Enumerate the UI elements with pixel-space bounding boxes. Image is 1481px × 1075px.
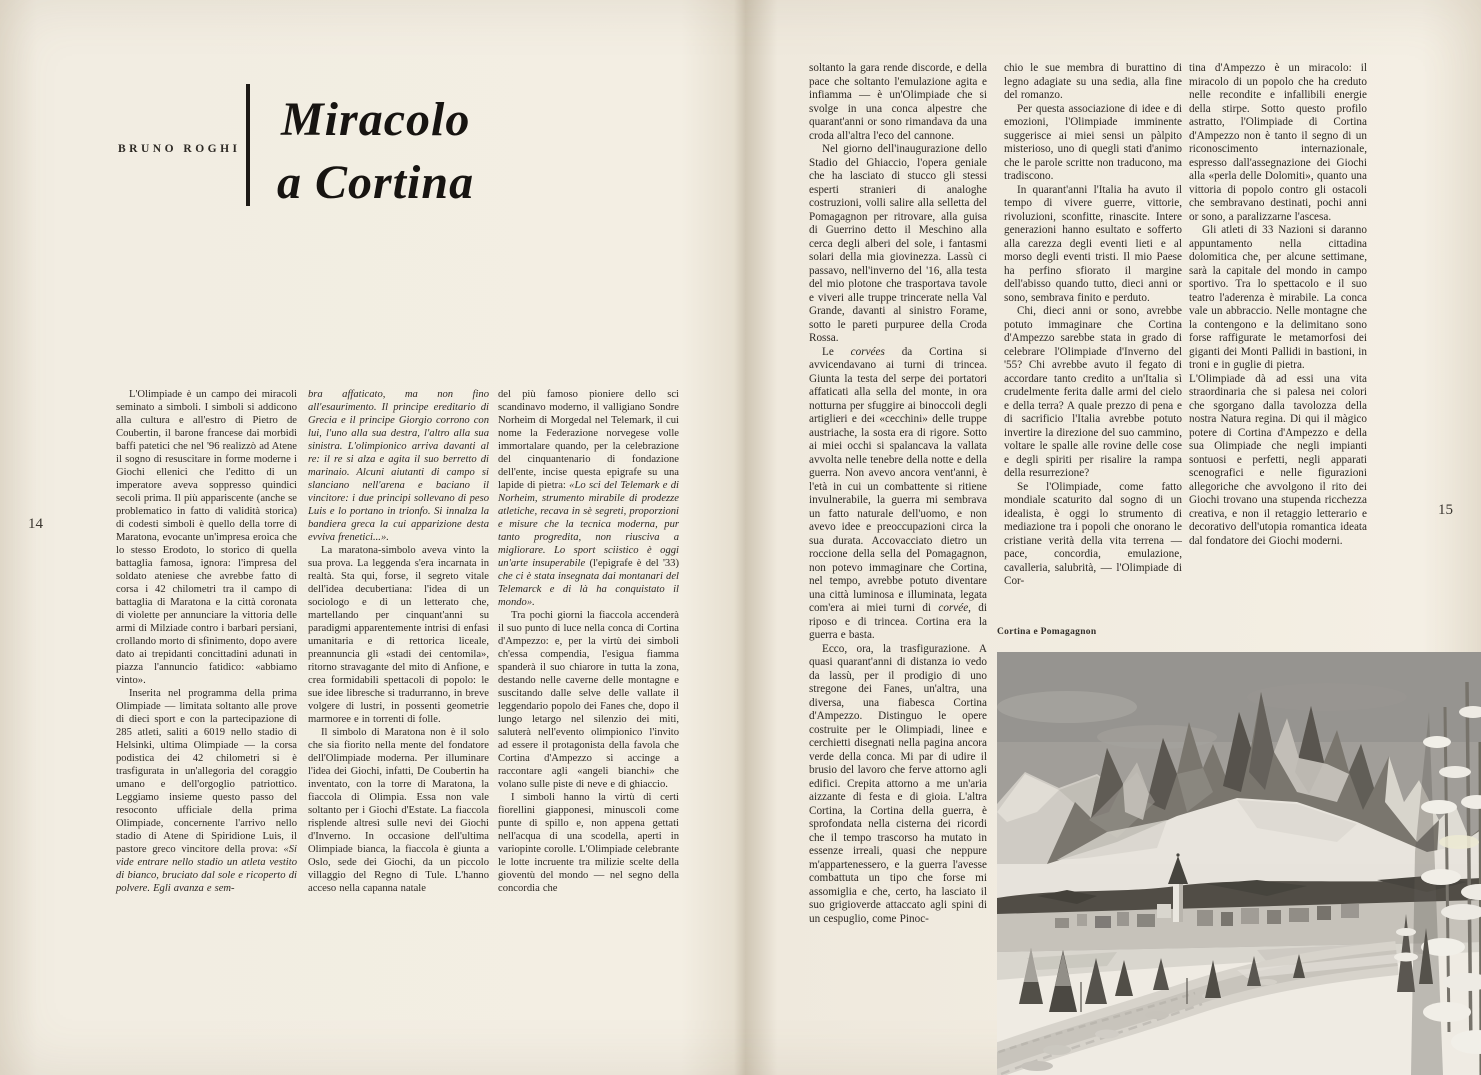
photo-print-tint [997,652,1481,1075]
title-line-2: a Cortina [277,156,475,209]
article-column-5 [1004,62,1182,589]
page-number-left: 14 [28,516,43,532]
text-segment: Tra pochi giorni la fiaccola accenderà il suo punto di luce nella conca di Cortina d'Ampezzo: e, per la virtù dei simboli ch'essa compendia, l'esigua fiamma spanderà il suo chiarore in tutta la zona, destando nelle caverne delle montagne e suscitando dalle selve delle vallate il leggendario popolo dei Fanes che, dopo il lungo letargo nel silenzio dei miti, saluterà nell'evento olimpionico l'invito ad essere il protagonista della favola che Cortina d'Ampezzo si accinge a raccontare agli «angeli bianchi» che volano sulle piste di neve e di ghiaccio. [498,610,679,790]
text-segment: Per questa associazione di idee e di emozioni, l'Olimpiade imminente suggerisce ai miei sensi un pàlpito misterioso, uno di quegli stati d'animo che le parole scritte non traducono, ma tradiscono. [1004,102,1182,182]
article-column-2 [308,388,489,895]
paragraph [116,687,297,895]
title-line-1: Miracolo [281,93,471,146]
photo-caption: Cortina e Pomagagnon [997,627,1097,637]
text-segment: Il simbolo di Maratona non è il solo che sia fiorito nella mente del fondatore dell'Olimpiade moderna. Per illuminare l'idea dei Giochi, infatti, De Coubertin ha inventato, con la torre di Maratona, la fiaccola di Olimpia. Essa non vale soltanto per i Giochi d'Estate. La fiaccola risplende altresì sulle nevi dei Giochi d'Inverno. In occasione dell'ultima Olimpiade bianca, la fiaccola è giunta a Oslo, sede dei Giochi, da un piccolo villaggio del Regno di Tule. L'hanno acceso nella capanna natale [308,727,489,894]
text-segment: , di riposo e di trincea. Cortina era la guerra e basta. [809,602,987,641]
paragraph [1004,62,1182,103]
text-segment: tina d'Ampezzo è un miracolo: il miracolo di un popolo che ha creduto nelle recondite e infallibili energie della stirpe. Sotto questo profilo astratto, l'Olimpiade di Cortina d'Ampezzo non è tanto il segno di un riconoscimento internazionale, espresso dall'assegnazione dei Giochi alla «perla delle Dolomiti», quanto una vittoria di popolo contro gli ostacoli che sembravano destinati, pochi anni or sono, a paralizzarne l'ascesa. [1189,62,1367,223]
article-title [277,88,701,214]
paragraph [1004,103,1182,184]
paragraph [1189,224,1367,373]
text-segment: L'Olimpiade è un campo dei miracoli seminato a simboli. I simboli si addicono alla cultura e all'estro di Pietro de Coubertin, il barone francese dai morbidi baffi patetici che nel '96 realizzò ad Atene il sogno di resuscitare in forme moderne i Giochi ellenici che l'editto di un imperatore aveva soppresso quindici secoli prima. Il più appariscente (anche se problematico in fatto di validità storica) di codesti simboli è quello della torre di Maratona, evocante un'impresa eroica che lo stesso Erodoto, lo storico di quella battaglia famosa, ignora: l'impresa del soldato ateniese che avrebbe fatto di corsa i 42 chilometri tra il campo di battaglia di Maratona e la città coronata di violette per annunciare la vittoria delle armi di Milziade contro i barbari persiani, crollando morto di sfinimento, dopo avere dato ai trepidanti concittadini adunati in piazza l'annuncio fatidico: «abbiamo vinto». [116,389,297,686]
paragraph [1004,481,1182,589]
page-number-right: 15 [1438,502,1453,518]
paragraph [498,609,679,791]
paragraph [809,643,987,927]
text-segment: Se l'Olimpiade, come fatto mondiale scaturito dal sogno di un idealista, è oggi lo strumento di mediazione tra i popoli che onorano le cristiane verità della vita terrena — pace, concordia, emulazione, cavalleria, salubrità, — l'Olimpiade di Cor- [1004,480,1182,587]
paragraph [498,388,679,609]
article-column-1 [116,388,297,895]
text-segment: Nel giorno dell'inaugurazione dello Stadio del Ghiaccio, l'opera geniale che ha lasciato di stucco gli stessi esperti stranieri di analoghe costruzioni, volli salire alla selletta del Pomagagnon per ritrovare, alla guisa di Guerrino detto il Meschino alla cerca degli alberi del sole, i fantasmi solari della mia giovinezza. Lassù ci passavo, nell'inverno del '16, alla testa del mio plotone che trasportava tavole e viveri alle truppe trincerate nella Val Grande, davanti al sinistro Forame, sotto le pareti purpuree della Croda Rossa. [809,143,987,344]
text-segment: La maratona-simbolo aveva vinto la sua prova. La leggenda s'era incarnata in realtà. Sta qui, forse, il segreto vitale dell'idea decubertiana: l'idea di un sociologo e di un letterato che, martellando per cinquant'anni su paradigmi apparentemente intrisi di enfasi umanitaria e di rettorica liceale, preannuncia gli «stadi dei centomila», ritorno stravagante del mito di Anfione, e crea formidabili spettacoli di popolo: le sue idee libresche si tradurranno, in breve volgere di lustri, in possenti geometrie marmoree e in torrenti di folle. [308,545,489,725]
paragraph [308,388,489,544]
text-segment: In quarant'anni l'Italia ha avuto il tempo di vivere guerre, vittorie, rivoluzioni, sconfitte, rinascite. Intere generazioni hanno esultato e sofferto alla carezza degli eventi lieti e al morso degli eventi tristi. Il mio Paese ha perfino sfiorato il margine dell'abisso quando tutto, dieci anni or sono, sembrava finito e perduto. [1004,183,1182,304]
paragraph [1189,373,1367,549]
paragraph [1004,184,1182,306]
article-column-3 [498,388,679,895]
text-segment: corvées [850,345,885,358]
right-page [745,0,1481,1075]
text-segment: bra affaticato, ma non fino all'esaurimento. Il principe ereditario di Grecia e il principe Giorgio corrono con lui, l'uno alla sua destra, l'altro alla sua sinistra. L'olimpionico arriva davanti al re: il re si alza e agita il suo berretto di marinaio. Alcuni aiutanti di campo si slanciano nell'arena e baciano il vincitore: i due principi sollevano di peso Luis e lo portano in trionfo. Si innalza la bandiera greca la cui apparizione desta evviva frenetici...». [308,389,489,543]
paragraph [116,388,297,687]
paragraph [308,726,489,895]
paragraph [809,346,987,643]
article-column-6 [1189,62,1367,548]
cortina-photo [997,652,1481,1075]
paragraph [809,143,987,346]
text-segment: (l'epigrafe è del '33) [589,558,679,569]
text-segment: Ecco, ora, la trasfigurazione. A quasi quarant'anni di distanza io vedo da lassù, per il prodigio di uno stregone dei Fanes, un'altra, una diversa, una fiabesca Cortina d'Ampezzo. Distinguo le opere costruite per le Olimpiadi, linee e cerchietti disegnati nella pagina ancora verde della conca. Mi par di udire il brusio del lavoro che ferve attorno agli edifici. Crepita attorno a me un'aria aizzante di festa e di gioia. L'altra Cortina, la Cortina della guerra, è sprofondata nella cisterna dei ricordi che il tempo trascorso ha mutato in essenze irreali, quasi che neppure m'appartenessero, e la guerra l'avesse combattuta un tipo che forse mi assomiglia e che, certo, ha lasciato il suo grigioverde attaccato agli spini di un cespuglio, come Pinoc- [809,642,987,925]
text-segment: da Cortina si avvicendavano ai turni di trincea. Giunta la testa del serpe dei portatori affaticati alla sella del monte, in ora notturna per sfuggire ai binoccoli degli artiglieri e dei «cecchini» delle truppe austriache, la sosta era di rigore. Sotto ai miei occhi si spalancava la vallata avvolta nelle tenebre della notte e della guerra. Non avevo ancora vent'anni, è l'età in cui un combattente si ritiene invulnerabile, la guerra mi sembrava un fatto naturale dell'uomo, e non avevo idee e preoccupazioni circa la sua durata. Accovacciato dietro un roccione della sella del Pomagagnon, non potevo immaginare che Cortina, nel tempo, avrebbe potuto diventare una città luminosa e illuminata, legata com'era ai miei turni di [809,345,988,614]
text-segment: del più famoso pioniere dello sci scandinavo moderno, il valligiano Sondre Norheim di Morgedal nel Telemark, il cui nome la Federazione norvegese volle immortalare quando, per la celebrazione del cinquantenario di fondazione dell'ente, incise questa epigrafe su una lapide di pietra: [498,389,679,491]
text-segment: Le [822,345,851,358]
article-column-4 [809,62,987,926]
paragraph [308,544,489,726]
author-name: BRUNO ROGHI [118,143,241,155]
cortina-photo-illustration [997,652,1481,1075]
text-segment: I simboli hanno la virtù di certi fiorellini giapponesi, minuscoli come punte di spillo e, non appena gettati nell'acqua di una scodella, aperti in variopinte corolle. L'Olimpiade celebrante le lotte incruente tra milizie scelte della gioventù del mondo — nel segno della concordia che [498,792,679,894]
text-segment: Chi, dieci anni or sono, avrebbe potuto immaginare che Cortina d'Ampezzo sarebbe stata in grado di celebrare l'Olimpiade d'Inverno del '55? Chi avrebbe avuto il fegato di accordare tanto credito a un'Italia sì crudelmente ferita dalle armi del cielo e della terra? A quale prezzo di pena e di sacrificio l'Italia avrebbe potuto invertire la direzione del suo cammino, voltare le spalle alle rovine delle cose e degli spiriti per risalire la rampa della resurrezione? [1004,305,1182,479]
text-segment: chio le sue membra di burattino di legno adagiate su una sedia, alla fine del romanzo. [1004,62,1182,101]
title-divider-rule [246,84,250,206]
paragraph [498,791,679,895]
paragraph [809,62,987,143]
paragraph [1004,305,1182,481]
text-segment: «Lo sci del Telemark e di Norheim, strumento mirabile di prodezze atletiche, recava in sè segreti, proporzioni e misure che la tecnica moderna, pur tanto progredita, non riusciva a migliorare. Lo sport sciistico è oggi un'arte insuperabile [498,480,679,569]
text-segment: L'Olimpiade dà ad essi una vita straordinaria che si palesa nei colori che sgorgano dalla tavolozza della nostra Natura regina. Di qui il màgico potere di Cortina d'Ampezzo e della sua Olimpiade che negli impianti sontuosi e perfetti, negli apparati scenografici e nelle figurazioni allegoriche che avvolgono il rito dei Giochi trovano una stupenda ricchezza creativa, e non il retaggio letterario e decorativo dell'utopia romantica ideata dal fondatore dei Giochi moderni. [1189,372,1367,547]
text-segment: Inserita nel programma della prima Olimpiade — limitata soltanto alle prove di dieci sport e con la partecipazione di 285 atleti, saliti a 6019 nello stadio di Helsinki, ultima Olimpiade — la corsa podistica dei 42 chilometri si è trasfigurata in un'allegoria del coraggio umano e dell'orgoglio patriottico. Leggiamo insieme questo passo del resoconto ufficiale della prima Olimpiade, concernente l'arrivo nello stadio di Atene di Spiridione Luis, il pastore greco vincitore della prova: [116,688,297,855]
text-segment: corvée [938,602,969,614]
text-segment: «Si vide entrare nello stadio un atleta vestito di bianco, bruciato dal sole e ricoperto di polvere. Egli avanza e sem- [116,844,297,894]
text-segment: che ci è stata insegnata dai montanari del Telemarck e di là ha conquistato il mondo». [498,571,679,608]
paragraph [1189,62,1367,224]
text-segment: Gli atleti di 33 Nazioni si daranno appuntamento nella cittadina dolomitica che, per alcune settimane, sarà la capitale del mondo in campo sportivo. Tra lo spettacolo e il suo teatro l'aderenza è mirabile. La conca vale un abbraccio. Nelle montagne che la contengono e la delimitano sono forse raffigurate le metamorfosi dei giganti dei Monti Pallidi in bastioni, in troni e in guglie di pietra. [1189,224,1367,371]
text-segment: soltanto la gara rende discorde, e della pace che soltanto l'emulazione agita e infiamma — è un'Olimpiade che si svolge in una conca alpestre che quarant'anni or sono rimandava da una croda all'altra l'eco del cannone. [809,62,987,142]
